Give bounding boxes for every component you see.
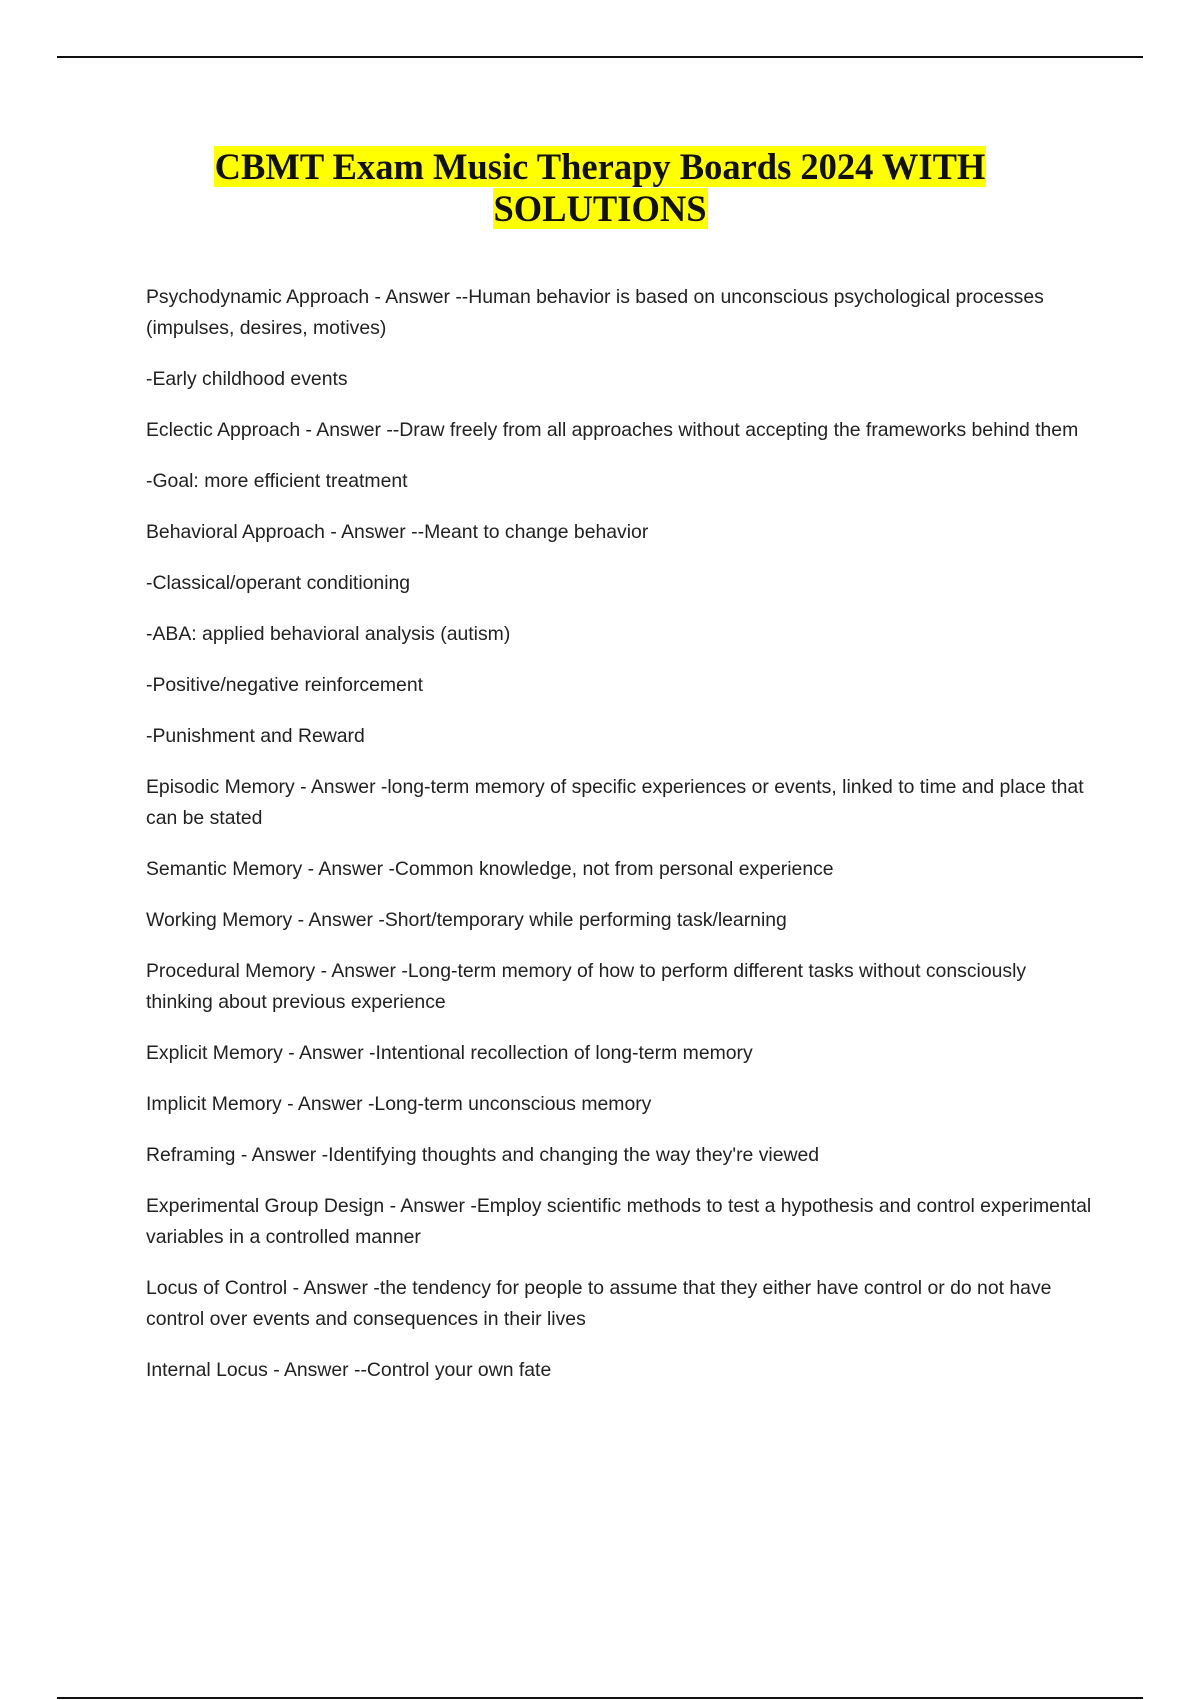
entry-goal-efficient-treatment: -Goal: more efficient treatment — [146, 470, 408, 492]
entry-semantic-memory: Semantic Memory - Answer -Common knowledge, not from personal experience — [146, 858, 834, 880]
entry-punishment-and-reward: -Punishment and Reward — [146, 725, 365, 747]
page-title — [0, 146, 1200, 230]
entry-eclectic-approach: Eclectic Approach - Answer --Draw freely from all approaches without accepting the frameworks behind them — [146, 419, 1079, 441]
entry-locus-of-control: Locus of Control - Answer -the tendency for people to assume that they either have control or do not have control over events and consequences in their lives — [146, 1277, 1052, 1330]
entry-classical-operant-conditioning: -Classical/operant conditioning — [146, 572, 411, 594]
bottom-rule — [57, 1697, 1143, 1699]
entry-internal-locus: Internal Locus - Answer --Control your own fate — [146, 1359, 552, 1381]
document-body — [146, 282, 1096, 1406]
title-line-1 — [0, 146, 1200, 188]
title-line-2 — [0, 188, 1200, 230]
entry-reframing: Reframing - Answer -Identifying thoughts and changing the way they're viewed — [146, 1144, 820, 1166]
entry-positive-negative-reinforcement: -Positive/negative reinforcement — [146, 674, 423, 696]
entry-procedural-memory: Procedural Memory - Answer -Long-term memory of how to perform different tasks without consciously thinking about previous experience — [146, 960, 1027, 1013]
entry-early-childhood-events: -Early childhood events — [146, 368, 348, 390]
top-rule — [57, 56, 1143, 58]
entry-experimental-group-design: Experimental Group Design - Answer -Employ scientific methods to test a hypothesis and control experimental variables in a controlled manner — [146, 1195, 1092, 1248]
entry-implicit-memory: Implicit Memory - Answer -Long-term unconscious memory — [146, 1093, 652, 1115]
entry-explicit-memory: Explicit Memory - Answer -Intentional recollection of long-term memory — [146, 1042, 753, 1064]
title-highlight-1: CBMT Exam Music Therapy Boards 2024 WITH — [214, 146, 986, 187]
entry-working-memory: Working Memory - Answer -Short/temporary while performing task/learning — [146, 909, 787, 931]
entry-psychodynamic-approach: Psychodynamic Approach - Answer --Human behavior is based on unconscious psychological processes (impulses, desires, motives) — [146, 286, 1044, 339]
entry-aba: -ABA: applied behavioral analysis (autism) — [146, 623, 511, 645]
entry-episodic-memory: Episodic Memory - Answer -long-term memory of specific experiences or events, linked to time and place that can be stated — [146, 776, 1084, 829]
title-highlight-2: SOLUTIONS — [493, 188, 707, 229]
entry-behavioral-approach: Behavioral Approach - Answer --Meant to change behavior — [146, 521, 649, 543]
